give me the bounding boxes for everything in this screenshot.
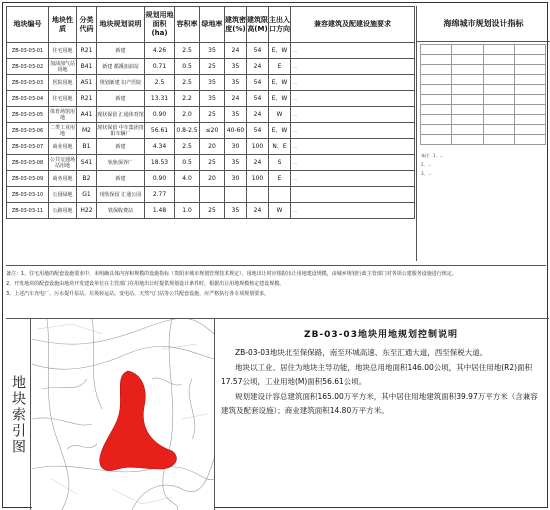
sponge-city-title: 海绵城市规划设计指标 <box>417 6 550 42</box>
header-green: 绿地率 <box>200 7 225 43</box>
cell-entry: E、W <box>269 43 291 59</box>
cell-density: 35 <box>225 75 247 91</box>
cell-code: B1 <box>77 139 97 155</box>
cell-height: 24 <box>247 107 269 123</box>
cell-far: 2.0 <box>175 107 200 123</box>
table-row <box>7 203 415 219</box>
cell-nature: 医院用地 <box>49 75 77 91</box>
header-nature: 地块性质 <box>49 7 77 43</box>
cell-green: 35 <box>200 75 225 91</box>
desc-paragraph: 地块以工业、居住为地块主导功能，地块总用地面积146.00公顷，其中居住用地(R2)面积17.57公顷，工业用地(M)面积56.61公顷。 <box>221 363 533 386</box>
cell-plot-id: ZB-03-03-03 <box>7 75 49 91</box>
cell-req: … <box>291 91 415 107</box>
cell-density: 35 <box>225 203 247 219</box>
cell-plot-id: ZB-03-03-05 <box>7 107 49 123</box>
cell-plan-desc: 新建 <box>97 43 145 59</box>
cell-code: R21 <box>77 91 97 107</box>
cell-plan-desc: 规划新建 妇产医院 <box>97 75 145 91</box>
sponge-city-panel <box>416 6 550 261</box>
cell-height: 24 <box>247 155 269 171</box>
cell-far: 1.0 <box>175 203 200 219</box>
cell-plot-id: ZB-03-03-08 <box>7 155 49 171</box>
cell-height <box>247 187 269 203</box>
table-row <box>7 75 415 91</box>
cell-area: 56.61 <box>145 123 175 139</box>
cell-far: 0.8-2.5 <box>175 123 200 139</box>
cell-far: 2.5 <box>175 75 200 91</box>
cell-entry: E、W <box>269 75 291 91</box>
header-density: 建筑密度(%) <box>225 7 247 43</box>
index-map-label <box>6 319 31 510</box>
cell-plan-desc: 现状保留 中车集团贵阳车辆厂 <box>97 124 144 137</box>
cell-code: A41 <box>77 107 97 123</box>
desc-paragraph: ZB-03-03地块北至保保路，南至环城高速、东至汇通大道，西至保税大道。 <box>235 348 488 357</box>
cell-plan-desc: 铁保收费站 <box>97 203 145 219</box>
cell-code: A51 <box>77 75 97 91</box>
table-notes <box>6 265 546 299</box>
cell-code: G1 <box>77 187 97 203</box>
index-map-svg <box>32 319 214 510</box>
cell-code: H22 <box>77 203 97 219</box>
cell-height: 24 <box>247 59 269 75</box>
cell-area: 4.34 <box>145 139 175 155</box>
cell-density: 30 <box>225 171 247 187</box>
cell-density: 35 <box>225 59 247 75</box>
table-row <box>7 139 415 155</box>
cell-plot-id: ZB-03-03-07 <box>7 139 49 155</box>
cell-plot-id: ZB-03-03-06 <box>7 123 49 139</box>
sponge-notes <box>417 147 550 182</box>
cell-area: 2.5 <box>145 75 175 91</box>
cell-green: 25 <box>200 203 225 219</box>
table-row <box>7 59 415 75</box>
sponge-index-table <box>420 44 546 145</box>
control-index-table <box>6 6 415 219</box>
cell-plan-desc: 新建 <box>97 91 145 107</box>
control-description <box>221 327 541 419</box>
table-row <box>7 155 415 171</box>
header-plot-id: 地块编号 <box>7 7 49 43</box>
cell-nature: 体育场馆用地 <box>49 108 75 121</box>
cell-green <box>200 187 225 203</box>
cell-nature: 商业用地 <box>49 139 77 155</box>
cell-code: R21 <box>77 43 97 59</box>
cell-req: … <box>291 203 415 219</box>
header-height: 建筑限高(M) <box>247 7 269 43</box>
table-row <box>7 187 415 203</box>
cell-area: 4.26 <box>145 43 175 59</box>
cell-green: 25 <box>200 59 225 75</box>
cell-density: 24 <box>225 91 247 107</box>
table-row <box>7 107 415 123</box>
cell-density: 40-60 <box>225 123 247 139</box>
cell-far: 4.0 <box>175 171 200 187</box>
cell-plan-desc: 现状保留 汇通公园 <box>97 187 145 203</box>
cell-density: 30 <box>225 139 247 155</box>
cell-plan-desc: 新建 <box>97 171 145 187</box>
cell-plot-id: ZB-03-03-10 <box>7 187 49 203</box>
cell-green: ≤20 <box>200 123 225 139</box>
cell-plan-desc: 现状保留 汇通体育馆 <box>97 107 145 123</box>
cell-nature: 公路用地 <box>49 203 77 219</box>
cell-green: 25 <box>200 107 225 123</box>
table-header <box>7 7 415 43</box>
cell-plan-desc: 新建 都溪加油站 <box>97 59 145 75</box>
cell-density: 35 <box>225 155 247 171</box>
note-line: 2、开发地块的配套设施由地块开发建设单位在主管部门在用地出让时提供规划设计条件时，根据出让用地规模核定建设规模。 <box>6 281 285 287</box>
header-code: 分类代码 <box>77 7 97 43</box>
cell-plot-id: ZB-03-03-04 <box>7 91 49 107</box>
cell-code: B2 <box>77 171 97 187</box>
header-far: 容积率 <box>175 7 200 43</box>
table-row <box>7 171 415 187</box>
cell-height: 54 <box>247 75 269 91</box>
table-row <box>7 91 415 107</box>
cell-req <box>291 187 415 203</box>
cell-height: 100 <box>247 171 269 187</box>
cell-density: 35 <box>225 107 247 123</box>
cell-green: 20 <box>200 139 225 155</box>
cell-far: 2.5 <box>175 43 200 59</box>
cell-density <box>225 187 247 203</box>
cell-plan-desc: 新建 <box>97 139 145 155</box>
sponge-note: 备注：1、… <box>421 153 444 158</box>
cell-green: 35 <box>200 43 225 59</box>
cell-far: 0.5 <box>175 155 200 171</box>
cell-density: 24 <box>225 43 247 59</box>
cell-area: 1.48 <box>145 203 175 219</box>
cell-nature: 住宅用地 <box>49 43 77 59</box>
cell-code: S41 <box>77 155 97 171</box>
note-line: 备注：1、住宅用地的配套设施要求中，未明确具体内容和规模的设施指标（贵阳市城市规划管理技术规定），用地出让时应根据出让用地建设规模，由城乡规划行政主管部门对各项公建服务设施进行核定。 <box>6 271 457 277</box>
desc-paragraph: 规划建设计容总建筑面积165.00万平方米，其中居住用地建筑面积39.97万平方米（含兼容建筑及配套设施）；商业建筑面积14.80万平方米。 <box>221 392 538 415</box>
cell-area: 0.71 <box>145 59 175 75</box>
cell-height: 100 <box>247 139 269 155</box>
cell-entry: E <box>269 59 291 75</box>
cell-plot-id: ZB-03-03-02 <box>7 59 49 75</box>
lower-section <box>6 318 549 510</box>
sponge-note: 3、… <box>421 171 432 176</box>
cell-nature: 二类工业用地 <box>49 124 75 137</box>
cell-area: 13.31 <box>145 91 175 107</box>
cell-entry: E、W <box>269 91 291 107</box>
cell-req: … <box>291 155 415 171</box>
header-plan-desc: 地块规划说明 <box>97 7 145 43</box>
cell-far: 2.5 <box>175 139 200 155</box>
cell-plot-id: ZB-03-03-09 <box>7 171 49 187</box>
header-entry: 主出入口方向 <box>269 7 291 43</box>
cell-far: 2.2 <box>175 91 200 107</box>
cell-entry: W <box>269 203 291 219</box>
cell-far <box>175 187 200 203</box>
header-area: 规划用地面积(ha) <box>145 7 175 43</box>
cell-entry: S <box>269 155 291 171</box>
cell-nature: 公园绿地 <box>49 187 77 203</box>
cell-height: 54 <box>247 91 269 107</box>
cell-entry: W <box>269 107 291 123</box>
cell-nature: 公共交通场站用地 <box>49 156 75 169</box>
table-row <box>7 123 415 139</box>
cell-code: B41 <box>77 59 97 75</box>
control-title: ZB-03-03地块用地规划控制说明 <box>304 330 458 340</box>
cell-entry: N、E <box>269 139 291 155</box>
cell-green: 35 <box>200 91 225 107</box>
cell-entry: E <box>269 171 291 187</box>
cell-req: … <box>291 75 415 91</box>
cell-nature: 商务用地 <box>49 171 77 187</box>
cell-area: 2.77 <box>145 187 175 203</box>
table-row <box>7 43 415 59</box>
cell-green: 20 <box>200 171 225 187</box>
index-map-label-text: 地块索引图 <box>10 374 26 455</box>
cell-plan-desc: 轨轨保养厂 <box>97 155 145 171</box>
cell-plot-id: ZB-03-03-01 <box>7 43 49 59</box>
index-map <box>32 319 215 510</box>
note-line: 3、上述汽车充电厂、污水提升泵站、垃圾转运站、变电站、天然气门站等公共配套设施，应严格执行各专项规划要求。 <box>6 291 270 297</box>
header-req: 兼容建筑及配建设施要求 <box>291 7 415 43</box>
cell-code: M2 <box>77 123 97 139</box>
cell-req: … <box>291 171 415 187</box>
sponge-note: 2、… <box>421 162 432 167</box>
cell-area: 18.53 <box>145 155 175 171</box>
plan-sheet <box>2 2 548 508</box>
cell-nature: 住宅用地 <box>49 91 77 107</box>
cell-req: … <box>291 43 415 59</box>
cell-req: … <box>291 139 415 155</box>
cell-nature: 加油加气站用地 <box>49 60 75 73</box>
cell-entry <box>269 187 291 203</box>
cell-area: 0.90 <box>145 107 175 123</box>
cell-green: 25 <box>200 155 225 171</box>
cell-far: 0.5 <box>175 59 200 75</box>
cell-plot-id: ZB-03-03-11 <box>7 203 49 219</box>
cell-req: … <box>291 107 415 123</box>
cell-height: 54 <box>247 123 269 139</box>
cell-height: 54 <box>247 43 269 59</box>
cell-req: … <box>291 123 415 139</box>
cell-entry: E、W <box>269 123 291 139</box>
cell-height: 24 <box>247 203 269 219</box>
cell-req: … <box>291 59 415 75</box>
cell-area: 0.90 <box>145 171 175 187</box>
